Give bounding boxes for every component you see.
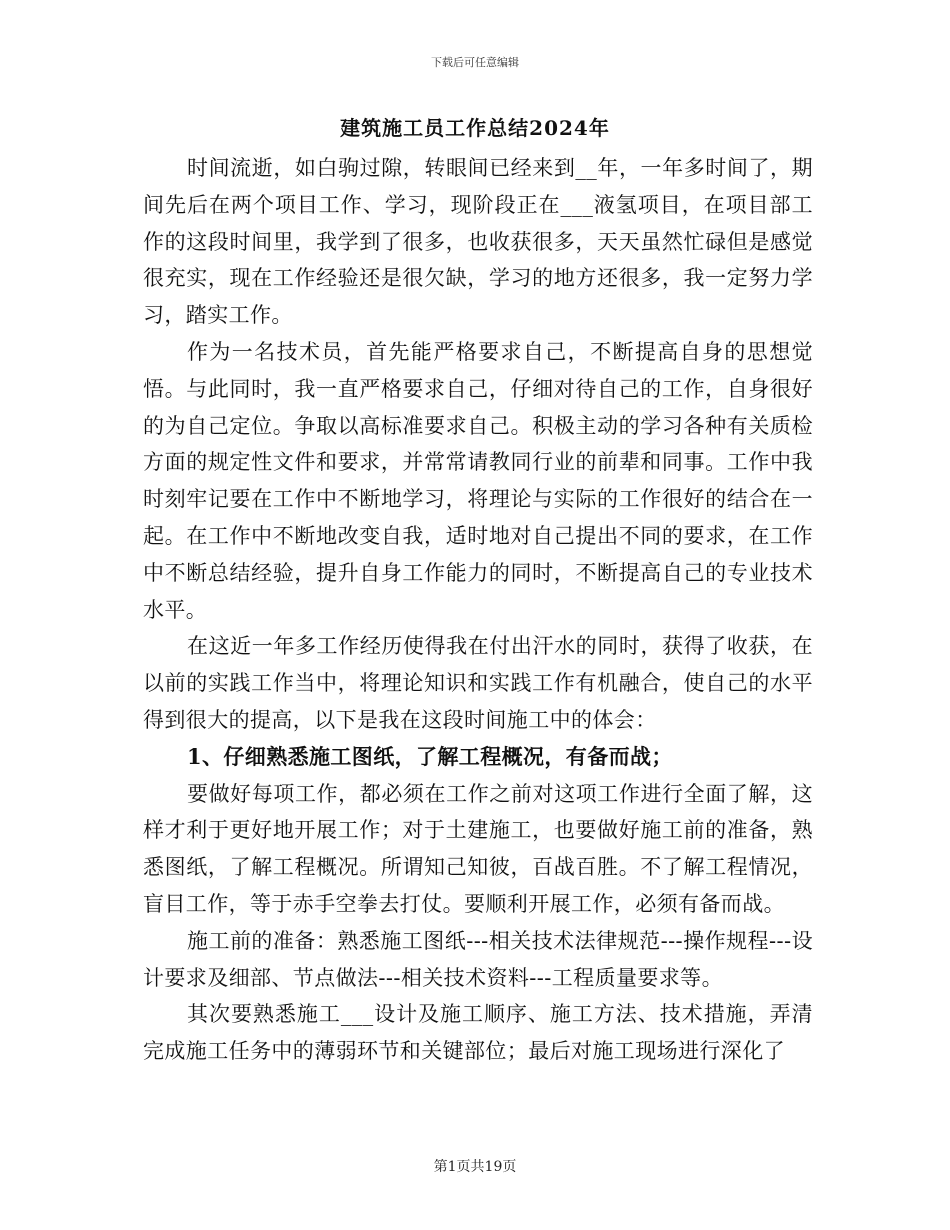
section-heading: 1、仔细熟悉施工图纸，了解工程概况，有备而战；	[187, 743, 673, 769]
document-body	[143, 150, 813, 1070]
paragraph: 要做好每项工作，都必须在工作之前对这项工作进行全面了解，这样才利于更好地开展工作；对于土建施工，也要做好施工前的准备，熟悉图纸，了解工程概况。所谓知己知彼，百战百胜。不了解工程情况，盲目工作，等于赤手空拳去打仗。要顺利开展工作，必须有备而战。	[143, 781, 813, 916]
paragraph: 施工前的准备：熟悉施工图纸---相关技术法律规范---操作规程---设计要求及细部、节点做法---相关技术资料---工程质量要求等。	[143, 928, 813, 990]
paragraph: 在这近一年多工作经历使得我在付出汗水的同时，获得了收获，在以前的实践工作当中，将理论知识和实践工作有机融合，使自己的水平得到很大的提高，以下是我在这段时间施工中的体会：	[143, 634, 813, 732]
paragraph: 时间流逝，如白驹过隙，转眼间已经来到__年，一年多时间了，期间先后在两个项目工作、学习，现阶段正在___液氢项目，在项目部工作的这段时间里，我学到了很多，也收获很多，天天虽然忙碌但是感觉很充实，现在工作经验还是很欠缺，学习的地方还很多，我一定努力学习，踏实工作。	[143, 156, 813, 328]
page-footer: 第1页共19页	[433, 1159, 517, 1175]
paragraph: 作为一名技术员，首先能严格要求自己，不断提高自身的思想觉悟。与此同时，我一直严格要求自己，仔细对待自己的工作，自身很好的为自己定位。争取以高标准要求自己。积极主动的学习各种有关质检方面的规定性文件和要求，并常常请教同行业的前辈和同事。工作中我时刻牢记要在工作中不断地学习，将理论与实际的工作很好的结合在一起。在工作中不断地改变自我，适时地对自己提出不同的要求，在工作中不断总结经验，提升自身工作能力的同时，不断提高自己的专业技术水平。	[143, 339, 813, 622]
document-title: 建筑施工员工作总结2024年	[340, 116, 610, 140]
paragraph: 其次要熟悉施工___设计及施工顺序、施工方法、技术措施，弄清完成施工任务中的薄弱环节和关键部位；最后对施工现场进行深化了	[143, 1002, 813, 1064]
header-note: 下载后可任意编辑	[431, 56, 519, 69]
